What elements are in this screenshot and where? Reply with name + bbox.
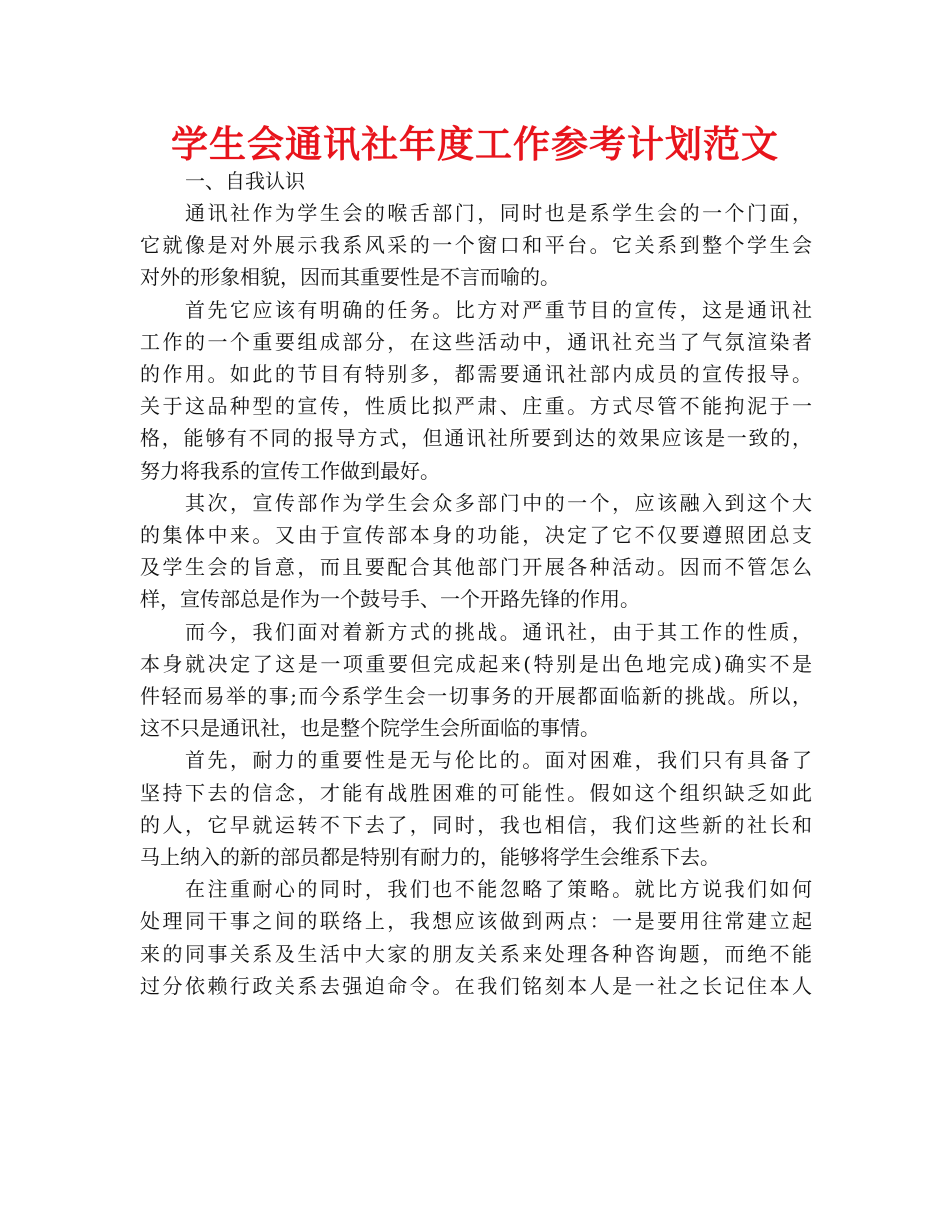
text-line: 样，宣传部总是作为一个鼓号手、一个开路先锋的作用。 bbox=[140, 587, 640, 612]
text-line: 的集体中来。又由于宣传部本身的功能，决定了它不仅要遵照团总支 bbox=[140, 523, 812, 548]
text-line: 本身就决定了这是一项重要但完成起来(特别是出色地完成)确实不是 bbox=[140, 651, 812, 676]
text-line: 格，能够有不同的报导方式，但通讯社所要到达的效果应该是一致的， bbox=[140, 426, 812, 451]
paragraph-1 bbox=[140, 197, 812, 294]
text-line: 坚持下去的信念，才能有战胜困难的可能性。假如这个组织缺乏如此 bbox=[140, 780, 812, 805]
text-line: 的人，它早就运转不下去了，同时，我也相信，我们这些新的社长和 bbox=[140, 812, 812, 837]
text-line: 来的同事关系及生活中大家的朋友关系来处理各种咨询题，而绝不能 bbox=[140, 941, 812, 966]
paragraph-6 bbox=[140, 873, 812, 1002]
paragraph-4 bbox=[140, 616, 812, 745]
text-line: 首先，耐力的重要性是无与伦比的。面对困难，我们只有具备了 bbox=[185, 748, 812, 773]
text-line: 其次，宣传部作为学生会众多部门中的一个，应该融入到这个大 bbox=[185, 490, 812, 515]
text-line: 对外的形象相貌，因而其重要性是不言而喻的。 bbox=[140, 265, 560, 290]
text-line: 及学生会的旨意，而且要配合其他部门开展各种活动。因而不管怎么 bbox=[140, 555, 812, 580]
document-title: 学生会通讯社年度工作参考计划范文 bbox=[171, 123, 779, 166]
text-line: 马上纳入的新的部员都是特别有耐力的，能够将学生会维系下去。 bbox=[140, 845, 720, 870]
text-line: 通讯社作为学生会的喉舌部门，同时也是系学生会的一个门面， bbox=[185, 201, 812, 225]
text-line: 它就像是对外展示我系风采的一个窗口和平台。它关系到整个学生会 bbox=[140, 233, 812, 258]
paragraph-2 bbox=[140, 294, 812, 487]
text-line: 工作的一个重要组成部分，在这些活动中，通讯社充当了气氛渲染者 bbox=[140, 329, 812, 354]
document-body bbox=[140, 197, 812, 1002]
text-line: 处理同干事之间的联络上，我想应该做到两点：一是要用往常建立起 bbox=[140, 909, 812, 934]
text-line: 过分依赖行政关系去强迫命令。在我们铭刻本人是一社之长记住本人 bbox=[140, 973, 812, 998]
text-line: 件轻而易举的事;而今系学生会一切事务的开展都面临新的挑战。所以， bbox=[140, 684, 812, 709]
text-line: 关于这品种型的宣传，性质比拟严肃、庄重。方式尽管不能拘泥于一 bbox=[140, 394, 812, 419]
text-line: 这不只是通讯社，也是整个院学生会所面临的事情。 bbox=[140, 716, 600, 741]
text-line: 努力将我系的宣传工作做到最好。 bbox=[140, 458, 440, 483]
text-line: 首先它应该有明确的任务。比方对严重节目的宣传，这是通讯社 bbox=[185, 297, 812, 322]
text-line: 在注重耐心的同时，我们也不能忽略了策略。就比方说我们如何 bbox=[185, 877, 812, 902]
text-line: 的作用。如此的节目有特别多，都需要通讯社部内成员的宣传报导。 bbox=[140, 362, 812, 387]
section-heading: 一、自我认识 bbox=[185, 169, 305, 193]
paragraph-3 bbox=[140, 487, 812, 616]
text-line: 而今，我们面对着新方式的挑战。通讯社，由于其工作的性质， bbox=[185, 619, 812, 644]
paragraph-5 bbox=[140, 744, 812, 873]
